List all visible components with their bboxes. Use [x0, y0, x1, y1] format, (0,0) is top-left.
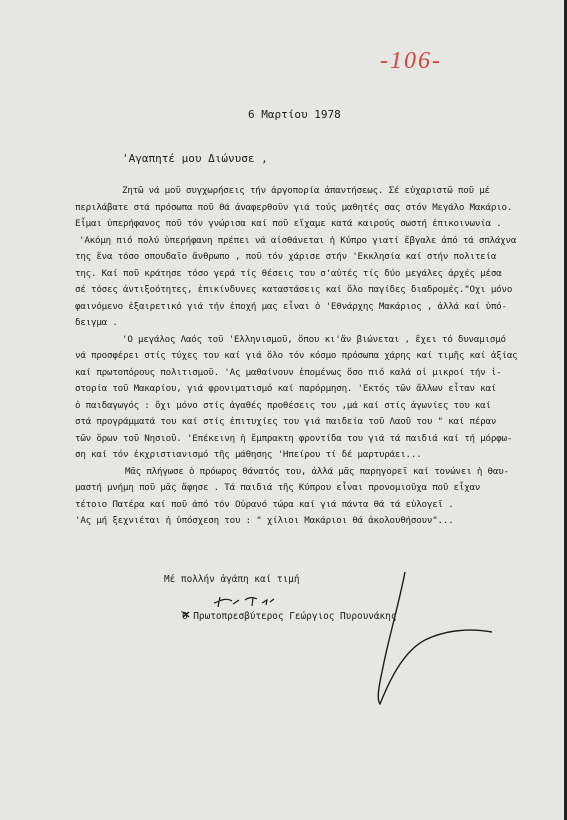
- body-line: τῶν ὅρων τοῦ Νησιοῦ. 'Επέκεινη ἡ ἔμπρακτη φροντίδα του γιά τά παιδιά καί τή μόρφω-: [75, 432, 513, 444]
- body-line: φαινόμενο ἐξαιρετικό γιά τήν ἐποχή μας εἶναι ὁ 'Εθνάρχης Μακάριος , ἀλλά καί ὑπό-: [75, 300, 507, 312]
- sender-name: Ὁ Πρωτοπρεσβύτερος Γεώργιος Πυρουνάκης: [182, 611, 397, 622]
- body-line: νά προσφέρει στίς τύχες του καί γιά ὅλο τόν κόσμο πρόσωπα χάρης καί τιμῆς καί ἀξίας: [75, 350, 518, 361]
- letter-body: [75, 183, 555, 530]
- body-line: Μᾶς πλήγωσε ὁ πρόωρος θάνατός του, ἀλλά μᾶς παρηγορεῖ καί τονώνει ἡ θαυ-: [125, 465, 509, 477]
- body-line: σέ τόσες ἀντιξοότητες, ἐπικίνδυνες καταστάσεις καί ὅλο παγίδες διαδρομές."Οχι μόνο: [75, 284, 513, 295]
- body-line: 'Ακόμη πιό πολύ ὑπερήφανη πρέπει νά αἰσθάνεται ἡ Κύπρο γιατί ἔβγαλε ἀπό τά σπλάχνα: [79, 234, 517, 246]
- body-line: ση καί τόν ἐκχριστιανισμό τῆς μάθησης 'Ηπείρου τί δέ μαρτυράει...: [75, 449, 422, 460]
- body-line: της. Καί ποῦ κράτησε τόσο γερά τίς θέσεις του σ'αὐτές τίς δύο μεγάλες ἀρχές μέσα: [75, 267, 502, 279]
- body-line: ὁ παιδαγωγός : ὄχι μόνο στίς ἀγαθές προθέσεις του ,μά καί στίς ἀγωνίες του καί: [75, 399, 491, 411]
- body-line: Εἶμαι ὑπερήφανος ποῦ τόν γνώρισα καί ποῦ εἴχαμε κατά καιρούς σωστή ἐπικοινωνία .: [75, 218, 502, 229]
- page-number: -106-: [380, 48, 442, 74]
- body-line: στορία τοῦ Μακαρίου, γιά φρονιματισμό καί παρόρμηση. 'Εκτός τῶν ἄλλων εἶταν καί: [75, 383, 497, 394]
- body-line: Ζητῶ νά μοῦ συγχωρήσεις τήν ἀργοπορία ἀπαντήσεως. Σέ εὐχαριστῶ ποῦ μέ: [122, 185, 490, 196]
- body-line: καί πρωτοπόρους πολιτισμοῦ. 'Ας μαθαίνουν ἑπομένως ὅσο πιό καλά οἱ μικροί τήν ἱ-: [75, 366, 502, 378]
- body-line: της ἕνα τόσο σπουδαῖο ἄνθρωπο , ποῦ τόν χάρισε στήν 'Εκκλησία καί στήν πολιτεία: [75, 251, 497, 262]
- letter-date: 6 Μαρτίου 1978: [248, 108, 341, 121]
- body-line: περιλάβατε στά πρόσωπα ποῦ θά ἀναφερθοῦν γιά τούς μαθητές σας στόν Μεγάλο Μακάριο.: [75, 201, 513, 213]
- body-line: 'Ας μή ξεχνιέται ἡ ὑπόσχεση του : " χίλιοι Μακάριοι θά ἀκολουθήσουν"...: [75, 515, 454, 526]
- body-line: 'Ο μεγάλος Λαός τοῦ 'Ελληνισμοῦ, ὅπου κι'ἄν βιώνεται , ἔχει τό δυναμισμό: [122, 333, 506, 345]
- body-line: δειγμα .: [75, 317, 118, 328]
- body-line: μαστή μνήμη ποῦ μᾶς ἄφησε . Τά παιδιά τῆς Κύπρου εἶναι προνομιοῦχα ποῦ εἶχαν: [75, 482, 481, 493]
- salutation: 'Αγαπητέ μου Διώνυσε ,: [122, 152, 268, 165]
- body-line: στά προγράμματά του καί στίς ἐπιτυχίες του γιά παιδεία τοῦ Λαοῦ του " καί πέραν: [75, 416, 497, 427]
- body-line: τέτοιο Πατέρα καί ποῦ ἀπό τόν Οὐρανό τώρα καί γιά πάντα θά τά εὐλογεῖ .: [75, 498, 454, 510]
- closing-line: Μέ πολλήν ἀγάπη καί τιμή: [164, 574, 300, 585]
